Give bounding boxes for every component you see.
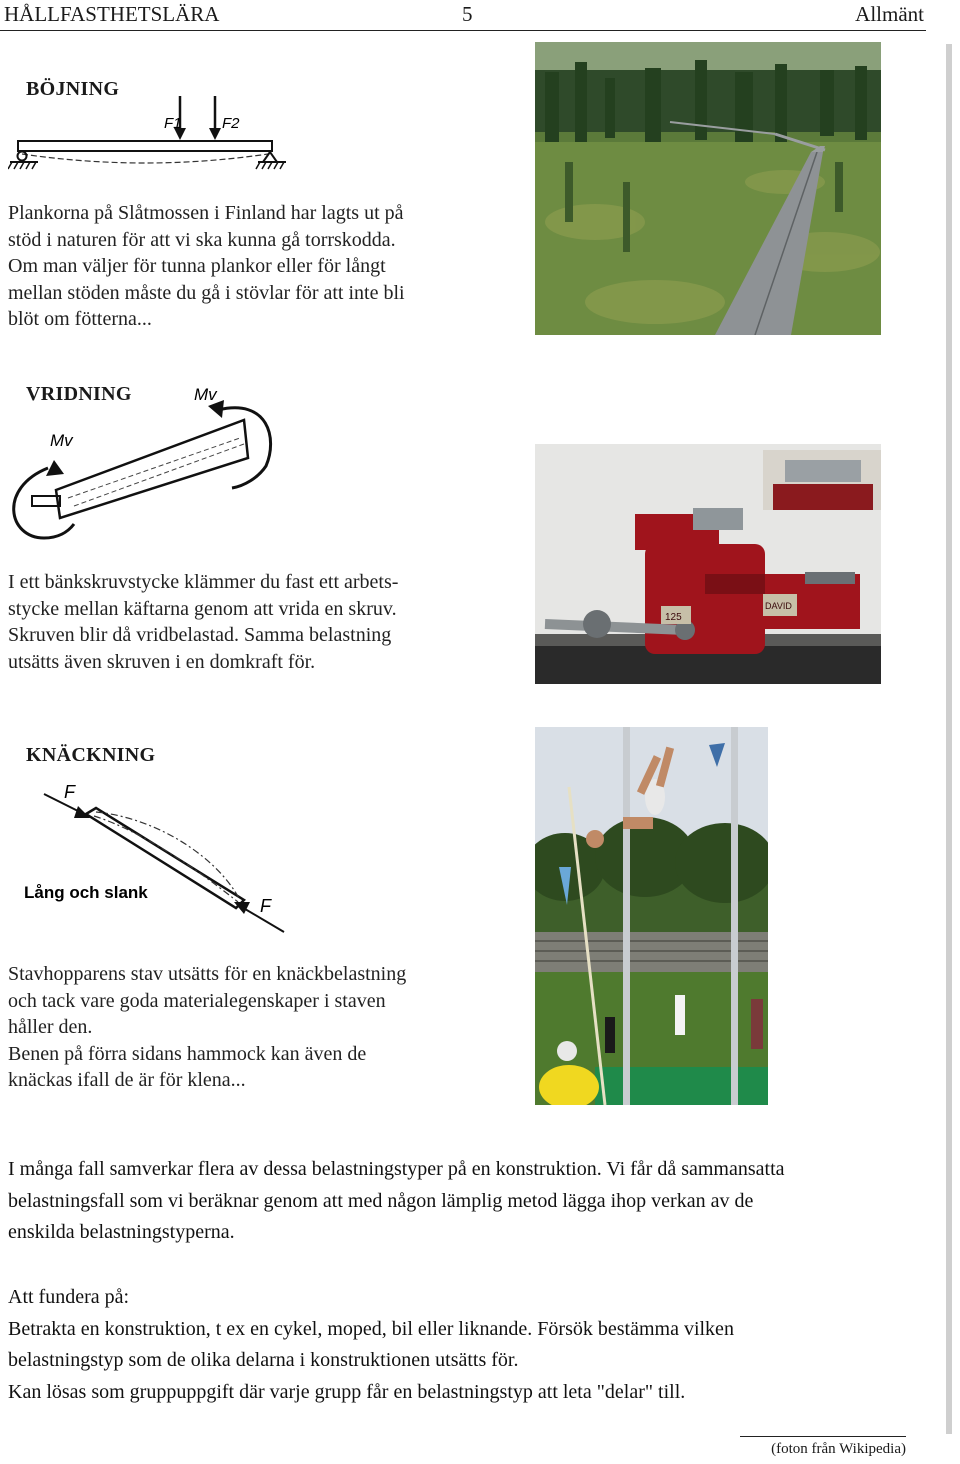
think-about-heading: Att fundera på: xyxy=(8,1286,130,1308)
bending-diagram xyxy=(8,92,298,174)
moment-label-right: Mv xyxy=(194,385,217,404)
header-section: Allmänt xyxy=(855,2,924,26)
buckling-force-top: F xyxy=(64,782,75,802)
think-about-line: Betrakta en konstruktion, t ex en cykel, moped, bil eller liknande. Försök bestämma vilken xyxy=(8,1317,734,1340)
torsion-text: I ett bänkskruvstycke klämmer du fast ett arbets- stycke mellan käftarna genom att vrida en skruv. Skruven blir då vridbelastad. Samma belastning utsätts även skruven i en domkraft för. xyxy=(8,571,399,673)
buckling-force-bottom: F xyxy=(260,896,271,916)
vise-photo-art xyxy=(535,444,881,684)
vise-mark-brand: DAVID xyxy=(765,601,792,611)
bending-title: BÖJNING xyxy=(26,78,120,100)
page-edge-shadow xyxy=(946,44,952,1434)
buckling-title: KNÄCKNING xyxy=(26,744,156,766)
summary-paragraph xyxy=(8,1154,928,1249)
vise-mark-size: 125 xyxy=(665,612,682,623)
think-about-line: belastningstyp som de olika delarna i konstruktionen utsätts för. xyxy=(8,1349,519,1371)
force-label-f2: F2 xyxy=(222,115,240,132)
page-number: 5 xyxy=(462,2,473,26)
boardwalk-photo xyxy=(535,42,881,335)
buckling-text: Stavhopparens stav utsätts för en knäckbelastning och tack vare goda materialegenskaper i staven håller den. Benen på förra sidans hammock kan även de knäckas ifall de är för klena... xyxy=(8,963,407,1091)
think-about-section xyxy=(8,1282,928,1408)
photo-credit: (foton från Wikipedia) xyxy=(740,1436,906,1458)
vise-photo xyxy=(535,444,881,684)
think-about-line: Kan lösas som gruppuppgift där varje grupp får en belastningstyp att leta "delar" till. xyxy=(8,1380,686,1403)
pole-vault-photo-art xyxy=(535,727,768,1105)
buckling-diagram xyxy=(8,778,298,938)
torsion-diagram xyxy=(8,378,278,548)
summary-line: I många fall samverkar flera av dessa belastningstyper på en konstruktion. Vi får då sammansatta xyxy=(8,1158,785,1180)
pole-vault-photo xyxy=(535,727,768,1105)
moment-label-left: Mv xyxy=(50,431,73,450)
summary-line: enskilda belastningstyperna. xyxy=(8,1221,235,1243)
summary-line: belastningsfall som vi beräknar genom att med någon lämplig metod lägga ihop verkan av de xyxy=(8,1189,754,1212)
boardwalk-photo-art xyxy=(535,42,881,335)
page-header xyxy=(0,0,926,31)
buckling-caption: Lång och slank xyxy=(24,883,148,902)
force-label-f1: F1 xyxy=(164,115,182,132)
header-title: HÅLLFASTHETSLÄRA xyxy=(4,2,220,26)
torsion-title: VRIDNING xyxy=(26,383,132,405)
bending-text: Plankorna på Slåtmossen i Finland har lagts ut på stöd i naturen för att vi ska kunna gå torrskodda. Om man väljer för tunna plankor eller för långt mellan stöden måste du gå i stövlar för att inte bli blöt om fötterna... xyxy=(8,202,405,330)
